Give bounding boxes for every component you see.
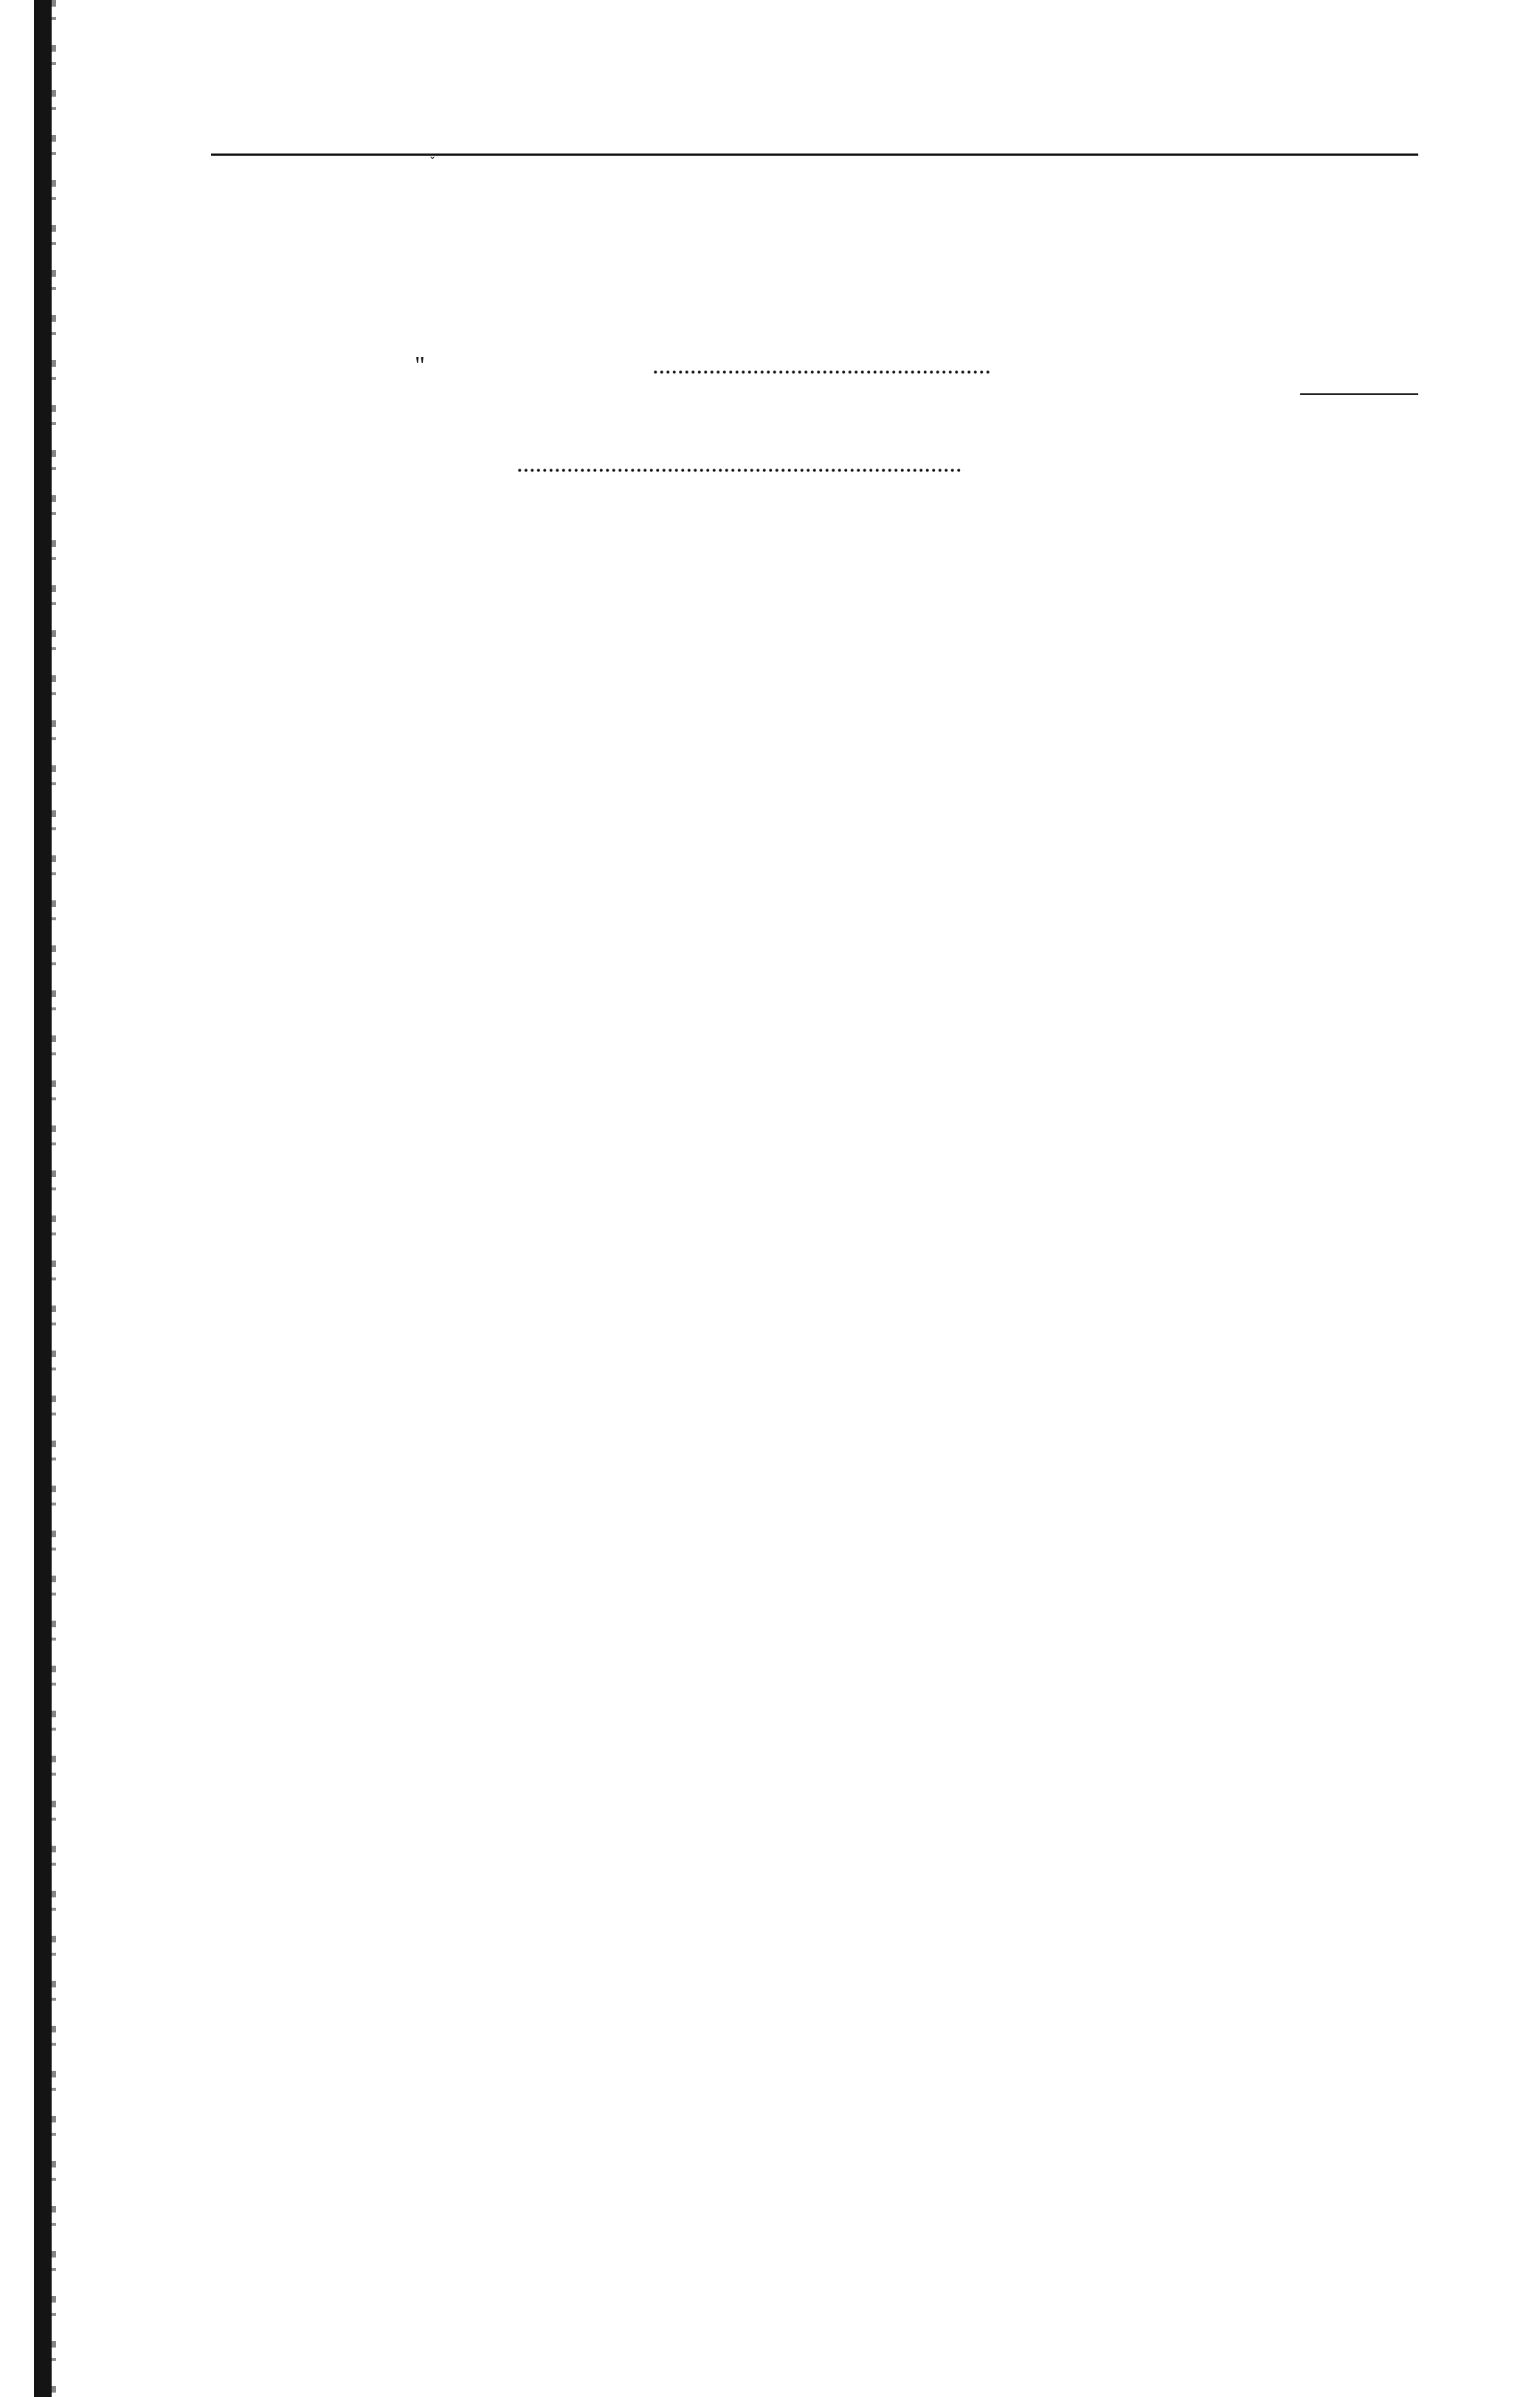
ditto-mark: ": [415, 352, 425, 379]
leader-dots: .......................................................................: [517, 450, 962, 477]
receipts-year-row: [0, 182, 1540, 211]
header-rule: [211, 154, 1418, 156]
balance-row: [0, 449, 1540, 478]
bank-interest-row: [0, 351, 1540, 380]
leader-dots: ......................................................: [652, 352, 991, 379]
total-rule: [1300, 393, 1418, 395]
payments-year-row: [0, 506, 1540, 535]
receipts-total-row: [0, 403, 1540, 432]
header-rule-mark: ˇ: [430, 154, 435, 169]
